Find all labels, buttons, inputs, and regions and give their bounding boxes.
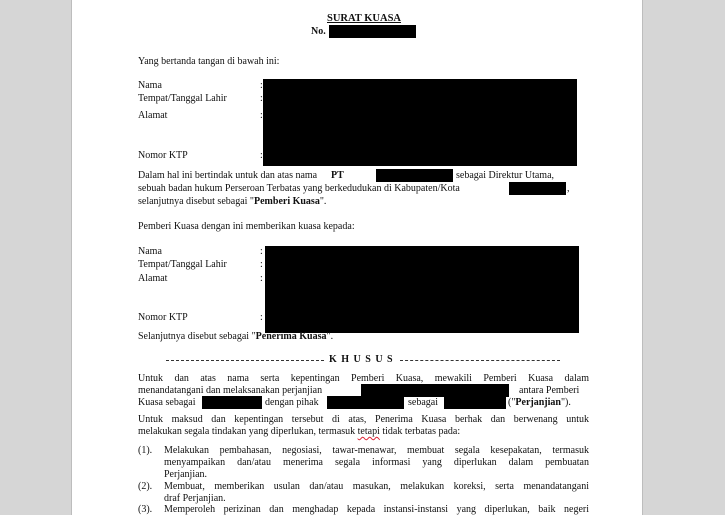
para3-line2: [138, 426, 460, 438]
para1-line1-a: Dalam hal ini bertindak untuk dan atas nama: [138, 170, 318, 181]
colon: :: [260, 93, 263, 104]
para2-line3-bold: Perjanjian: [515, 397, 561, 408]
redacted-role-1: [202, 396, 262, 409]
para1-line2-a: sebuah badan hukum Perseroan Terbatas yang berkedudukan di Kabupaten/Kota: [138, 183, 460, 194]
section-divider-left: [166, 360, 324, 361]
list-item-line: Perjanjian.: [164, 469, 208, 480]
list-item-line: Melakukan pembahasan, negosiasi, tawar-menawar, membuat segala kesepakatan, termasuk: [164, 445, 589, 456]
para3-line2-a: melakukan segala tindakan yang diperlukan, termasuk: [138, 426, 356, 437]
receiver-field-birth: Tempat/Tanggal Lahir: [138, 259, 227, 270]
para1-line1-pt: PT: [331, 170, 344, 181]
giver-field-name: Nama: [138, 80, 162, 91]
list-item-number: (3).: [138, 504, 153, 515]
list-item-line: menyampaikan dan/atau menerima segala informasi yang diperlukan dalam pembuatan: [164, 457, 589, 468]
para2-line2-a: menandatangani dan melaksanakan perjanjian: [138, 385, 323, 396]
giver-field-birth: Tempat/Tanggal Lahir: [138, 93, 227, 104]
para1-line2-b: ,: [567, 183, 570, 194]
colon: :: [260, 259, 263, 270]
colon: :: [260, 246, 263, 257]
para1-line3: [138, 196, 326, 208]
para3-line1: Untuk maksud dan kepentingan tersebut di atas, Penerima Kuasa berhak dan berwenang untuk: [138, 414, 589, 425]
redacted-receiver-details: [265, 246, 579, 333]
para2-line2-b: antara Pemberi: [519, 385, 580, 396]
receiver-after-bold: Penerima Kuasa: [255, 331, 327, 342]
redacted-company-name: [376, 169, 453, 182]
section-heading: K H U S U S: [329, 354, 394, 365]
para1-line3-bold: Pemberi Kuasa: [254, 196, 320, 207]
list-item-number: (1).: [138, 445, 153, 456]
para2-line3-a: Kuasa sebagai: [138, 397, 196, 408]
receiver-after-c: ".: [326, 331, 334, 342]
giver-field-address: Alamat: [138, 110, 168, 121]
grant-intro: Pemberi Kuasa dengan ini memberikan kuasa kepada:: [138, 221, 355, 232]
colon: :: [260, 110, 263, 121]
receiver-field-address: Alamat: [138, 273, 168, 284]
document-page: [71, 0, 643, 515]
giver-field-ktp: Nomor KTP: [138, 150, 188, 161]
para3-spellcheck-word: tetapi: [357, 426, 380, 437]
para1-line1-c: sebagai Direktur Utama,: [456, 170, 555, 181]
redacted-role-2: [444, 396, 506, 409]
receiver-field-name: Nama: [138, 246, 162, 257]
colon: :: [260, 273, 263, 284]
intro-text: Yang bertanda tangan di bawah ini:: [138, 56, 280, 67]
document-title: SURAT KUASA: [327, 13, 402, 24]
redacted-city: [509, 182, 566, 195]
list-item-line: draf Perjanjian.: [164, 493, 226, 504]
receiver-field-ktp: Nomor KTP: [138, 312, 188, 323]
list-item-line: Membuat, memberikan usulan dan/atau masukan, melakukan koreksi, serta menandatangani: [164, 481, 589, 492]
colon: :: [260, 80, 263, 91]
list-item-line: Memperoleh perizinan dan menghadap kepada instansi-instansi yang diperlukan, baik negeri: [164, 504, 589, 515]
para2-line3-d: [508, 397, 571, 409]
receiver-after-a: Selanjutnya disebut sebagai ": [138, 331, 256, 342]
para3-line2-c: tidak terbatas pada:: [382, 426, 461, 437]
colon: :: [260, 312, 263, 323]
document-number-label: No.: [311, 26, 326, 37]
colon: :: [260, 150, 263, 161]
para2-line3-b: dengan pihak: [265, 397, 319, 408]
redacted-party: [327, 396, 404, 409]
para2-line3-quote: (": [508, 397, 516, 408]
para1-line3-c: ".: [319, 196, 327, 207]
redacted-number: [329, 25, 416, 38]
para2-line3-c: sebagai: [408, 397, 438, 408]
para2-line1: Untuk dan atas nama serta kepentingan Pemberi Kuasa, mewakili Pemberi Kuasa dalam: [138, 373, 589, 384]
para1-line3-a: selanjutnya disebut sebagai ": [138, 196, 254, 207]
receiver-after: [138, 331, 333, 343]
redacted-giver-details: [263, 79, 577, 166]
para2-line3-end: ").: [560, 397, 571, 408]
section-divider-right: [400, 360, 560, 361]
list-item-number: (2).: [138, 481, 153, 492]
